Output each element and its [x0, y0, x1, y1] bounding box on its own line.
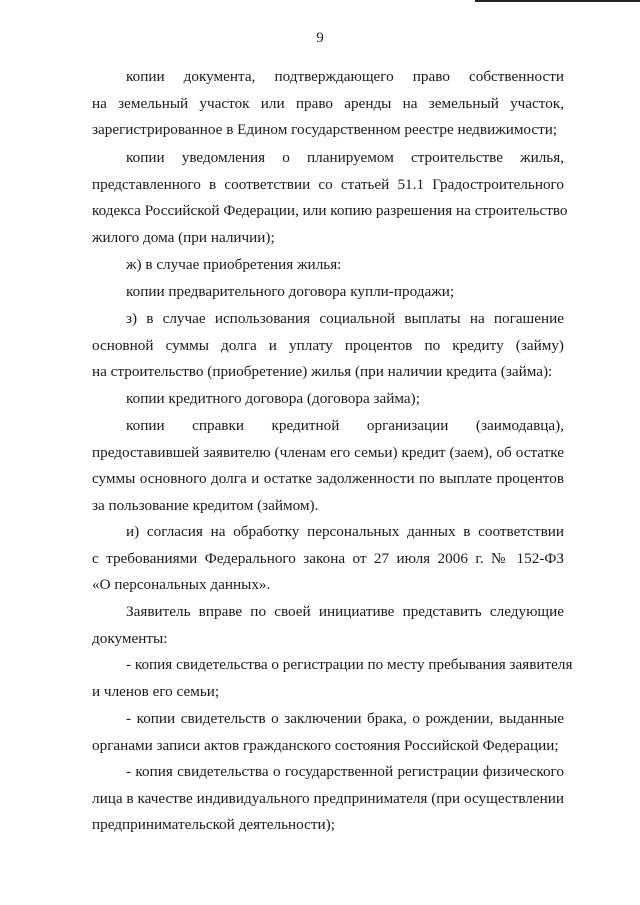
text-line: копии уведомления о планируемом строительстве жилья,: [126, 149, 564, 166]
paragraph-applicant-right: [92, 599, 564, 652]
text-line: кодекса Российской Федерации, или копию разрешения на строительство: [92, 202, 568, 219]
text-line: представленного в соответствии со статьей 51.1 Градостроительного: [92, 175, 564, 193]
page-corner-line: [475, 0, 640, 2]
text-line: с требованиями Федерального закона от 27 июля 2006 г. № 152-ФЗ: [92, 549, 564, 567]
paragraph-item-z: [92, 306, 564, 386]
text-line: - копия свидетельства о регистрации по месту пребывания заявителя: [126, 656, 573, 673]
bullet-entrepreneur-certificate: [92, 759, 564, 839]
text-line: - копия свидетельства о государственной регистрации физического: [126, 763, 564, 780]
text-line: лица в качестве индивидуального предпринимателя (при осуществлении: [92, 789, 564, 807]
text-line: и) согласия на обработку персональных данных в соответствии: [126, 523, 564, 540]
text-line: органами записи актов гражданского состояния Российской Федерации;: [92, 736, 559, 754]
paragraph-item-zh: [92, 252, 564, 279]
text-line: Заявитель вправе по своей инициативе представить следующие: [126, 603, 564, 620]
text-line: з) в случае использования социальной выплаты на погашение: [126, 310, 564, 327]
text-line: «О персональных данных».: [92, 576, 271, 593]
text-line: - копии свидетельств о заключении брака, о рождении, выданные: [126, 710, 564, 727]
text-line: за пользование кредитом (займом).: [92, 496, 319, 514]
paragraph-ownership-docs: [92, 64, 564, 144]
text-line: жилого дома (при наличии);: [92, 228, 275, 246]
text-line: предоставившей заявителю (членам его семьи) кредит (заем), об остатке: [92, 443, 564, 461]
text-line: зарегистрированное в Едином государственном реестре недвижимости;: [92, 121, 558, 138]
text-line: на земельный участок или право аренды на земельный участок,: [92, 94, 564, 112]
paragraph-construction-notice: [92, 145, 568, 251]
paragraph-item-i: [92, 519, 564, 599]
text-line: предпринимательской деятельности);: [92, 816, 335, 833]
paragraph-bank-statement: [92, 413, 564, 519]
page-number: 9: [316, 30, 324, 46]
text-line: и членов его семьи;: [92, 682, 220, 700]
text-line: документы:: [92, 629, 168, 647]
text-line: копии справки кредитной организации (заимодавца),: [126, 417, 564, 434]
text-line: копии предварительного договора купли-продажи;: [126, 283, 455, 300]
paragraph-credit-contract: [92, 386, 564, 413]
bullet-civil-certificates: [92, 706, 564, 759]
text-line: ж) в случае приобретения жилья:: [126, 256, 342, 273]
text-line: суммы основного долга и остатке задолженности по выплате процентов: [92, 470, 564, 487]
text-line: на строительство (приобретение) жилья (при наличии кредита (займа):: [92, 363, 553, 380]
text-line: копии кредитного договора (договора займа);: [126, 390, 420, 407]
text-line: основной суммы долга и уплату процентов по кредиту (займу): [92, 336, 564, 354]
text-line: копии документа, подтверждающего право собственности: [126, 68, 564, 85]
paragraph-pre-contract: [92, 279, 564, 306]
bullet-registration-certificate: [92, 652, 573, 705]
